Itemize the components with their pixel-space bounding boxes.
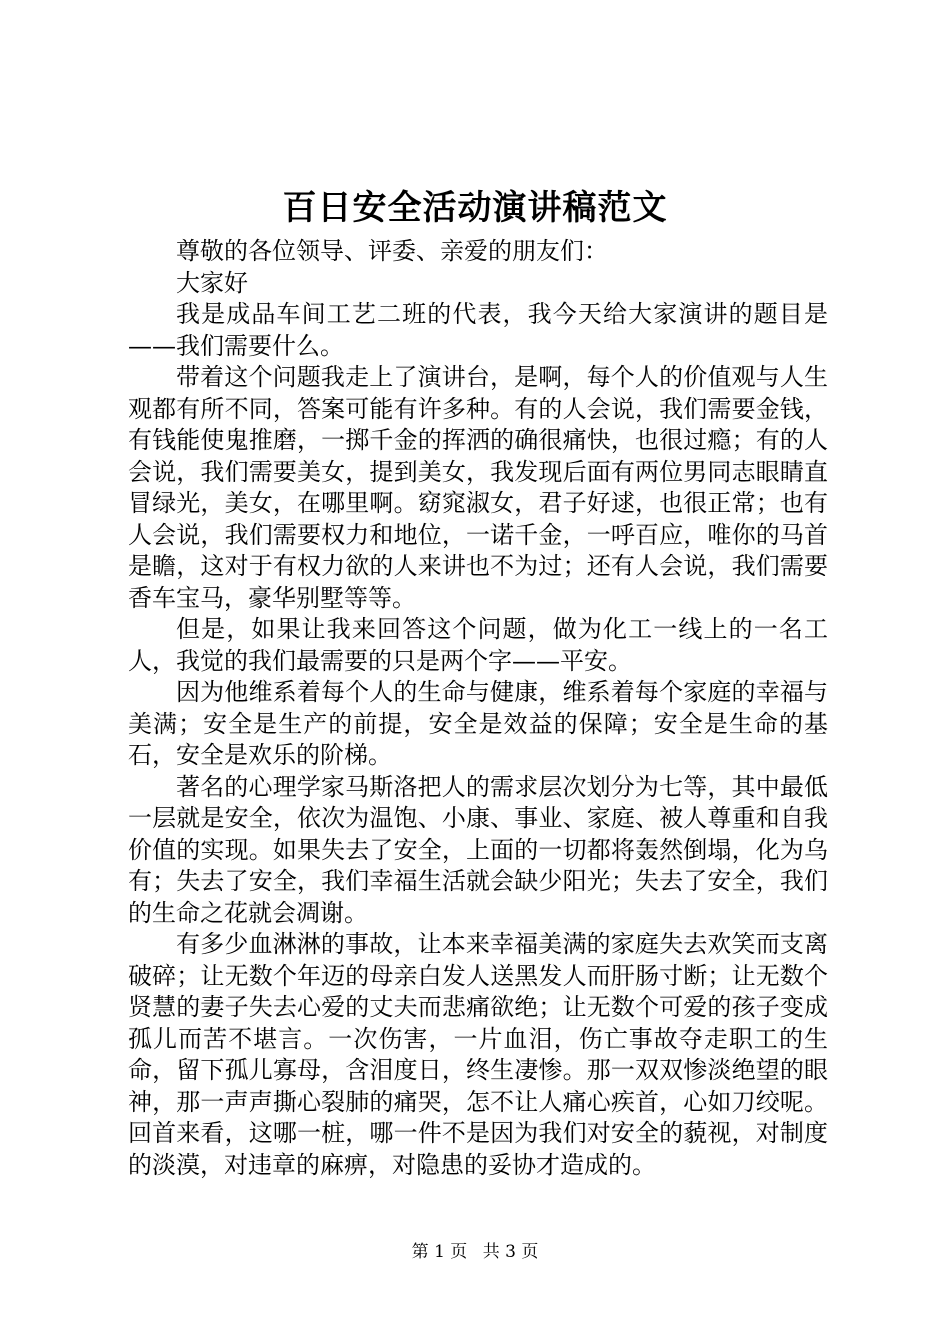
document-body [128,236,828,1181]
paragraph-answer: 但是，如果让我来回答这个问题，做为化工一线上的一名工人，我觉的我们最需要的只是两个字——平安。 [128,615,828,675]
paragraph-reason: 因为他维系着每个人的生命与健康，维系着每个家庭的幸福与美满；安全是生产的前提，安全是效益的保障；安全是生命的基石，安全是欢乐的阶梯。 [128,678,828,769]
paragraph-intro: 我是成品车间工艺二班的代表，我今天给大家演讲的题目是——我们需要什么。 [128,300,828,360]
paragraph-accidents: 有多少血淋淋的事故，让本来幸福美满的家庭失去欢笑而支离破碎；让无数个年迈的母亲白发人送黑发人而肝肠寸断；让无数个贤慧的妻子失去心爱的丈夫而悲痛欲绝；让无数个可爱的孩子变成孤儿而苦不堪言。一次伤害，一片血泪，伤亡事故夺走职工的生命，留下孤儿寡母，含泪度日，终生凄惨。那一双双惨淡绝望的眼神，那一声声撕心裂肺的痛哭，怎不让人痛心疾首，心如刀绞呢。回首来看，这哪一桩，哪一件不是因为我们对安全的藐视，对制度的淡漠，对违章的麻痹，对隐患的妥协才造成的。 [128,930,828,1179]
page-total: 共 3 页 [482,1242,539,1262]
paragraph-greeting: 大家好 [176,268,248,297]
document-title: 百日安全活动演讲稿范文 [282,188,668,228]
paragraph-maslow: 著名的心理学家马斯洛把人的需求层次划分为七等，其中最低一层就是安全，依次为温饱、小康、事业、家庭、被人尊重和自我价值的实现。如果失去了安全，上面的一切都将轰然倒塌，化为乌有；失去了安全，我们幸福生活就会缺少阳光；失去了安全，我们的生命之花就会凋谢。 [128,772,828,927]
page-footer [0,1240,950,1264]
paragraph-values: 带着这个问题我走上了演讲台，是啊，每个人的价值观与人生观都有所不同，答案可能有许多种。有的人会说，我们需要金钱，有钱能使鬼推磨，一掷千金的挥洒的确很痛快，也很过瘾；有的人会说，我们需要美女，提到美女，我发现后面有两位男同志眼睛直冒绿光，美女，在哪里啊。窈窕淑女，君子好逑，也很正常；也有人会说，我们需要权力和地位，一诺千金，一呼百应，唯你的马首是瞻，这对于有权力欲的人来讲也不为过；还有人会说，我们需要香车宝马，豪华别墅等等。 [128,363,828,612]
page-number: 第 1 页 [411,1242,468,1262]
paragraph-salutation: 尊敬的各位领导、评委、亲爱的朋友们： [176,237,608,265]
